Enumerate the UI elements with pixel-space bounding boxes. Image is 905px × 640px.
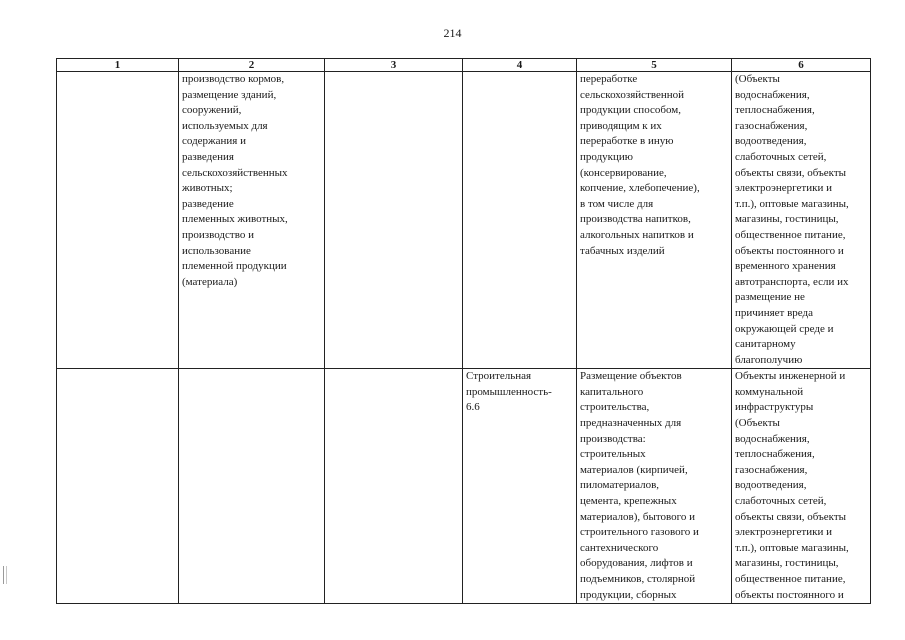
column-header-5: 5 bbox=[577, 59, 732, 72]
table-cell bbox=[57, 369, 179, 604]
table-cell: производство кормов, размещение зданий, сооружений, используемых для содержания и разведения сельскохозяйственных животных; разведение племенных животных, производство и использование племенной продукции (материала) bbox=[179, 72, 325, 369]
table-cell bbox=[179, 369, 325, 604]
table-cell bbox=[57, 72, 179, 369]
column-header-4: 4 bbox=[463, 59, 577, 72]
table-cell bbox=[325, 72, 463, 369]
table-header-row bbox=[57, 59, 871, 72]
table-cell bbox=[325, 369, 463, 604]
column-header-1: 1 bbox=[57, 59, 179, 72]
table-cell: Размещение объектов капитального строительства, предназначенных для производства: строительных материалов (кирпичей, пиломатериалов, цемента, крепежных материалов), бытового и строительного газового и сантехнического оборудования, лифтов и подъемников, столярной продукции, сборных bbox=[577, 369, 732, 604]
column-header-6: 6 bbox=[732, 59, 871, 72]
land-use-table bbox=[56, 58, 871, 604]
margin-scan-mark bbox=[3, 566, 7, 584]
table-row bbox=[57, 369, 871, 604]
column-header-2: 2 bbox=[179, 59, 325, 72]
table-cell: Объекты инженерной и коммунальной инфраструктуры (Объекты водоснабжения, теплоснабжения, газоснабжения, водоотведения, слаботочных сетей, объекты связи, объекты электроэнергетики и т.п.), оптовые магазины, магазины, гостиницы, общественное питание, объекты постоянного и bbox=[732, 369, 871, 604]
table-cell bbox=[463, 72, 577, 369]
table-cell: Строительная промышленность- 6.6 bbox=[463, 369, 577, 604]
table-cell: переработке сельскохозяйственной продукции способом, приводящим к их переработке в иную продукцию (консервирование, копчение, хлебопечение), в том числе для производства напитков, алкогольных напитков и табачных изделий bbox=[577, 72, 732, 369]
column-header-3: 3 bbox=[325, 59, 463, 72]
table-cell: (Объекты водоснабжения, теплоснабжения, газоснабжения, водоотведения, слаботочных сетей, объекты связи, объекты электроэнергетики и т.п.), оптовые магазины, магазины, гостиницы, общественное питание, объекты постоянного и временного хранения автотранспорта, если их размещение не причиняет вреда окружающей среде и санитарному благополучию bbox=[732, 72, 871, 369]
table-row bbox=[57, 72, 871, 369]
page-number: 214 bbox=[443, 26, 462, 40]
